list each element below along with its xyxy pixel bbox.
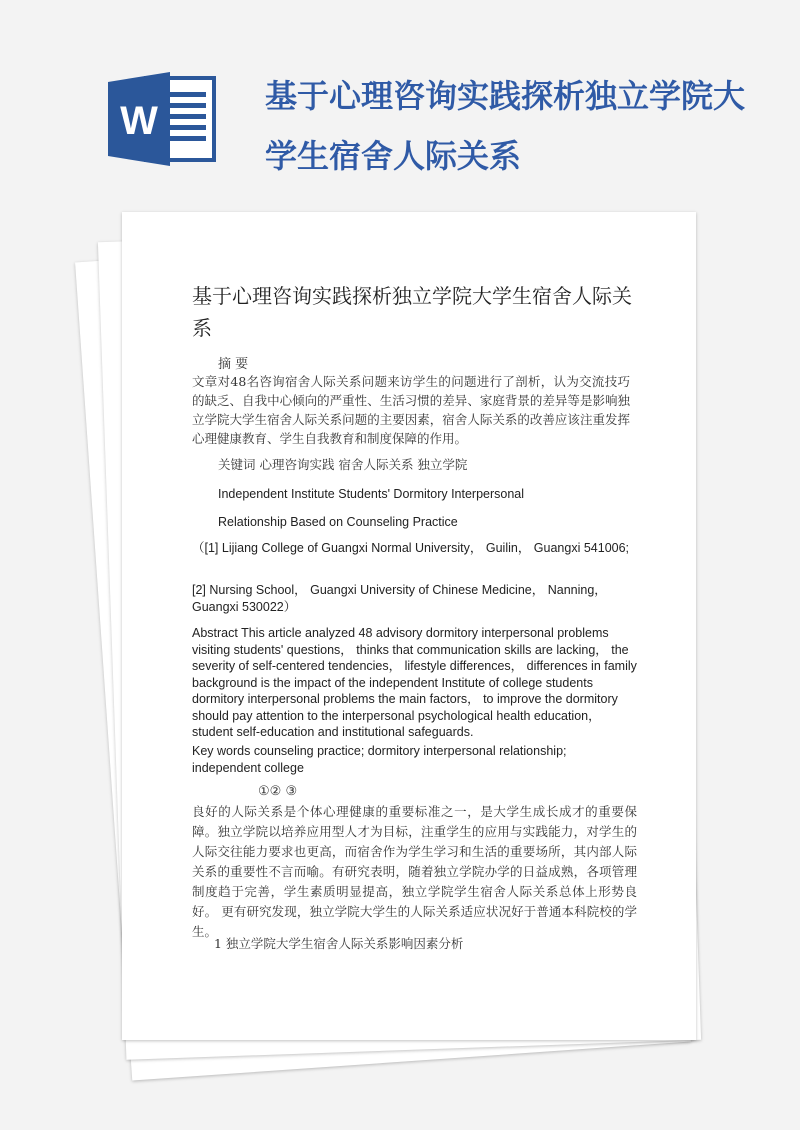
document-title: 基于心理咨询实践探析独立学院大学生宿舍人际关系 [192, 284, 632, 340]
footnote-marks: ①② ③ [258, 784, 298, 799]
english-title-line-1: Independent Institute Students' Dormitory Interpersonal [218, 487, 525, 501]
english-title-line-2: Relationship Based on Counseling Practice [218, 515, 458, 529]
affiliation-1: （[1] Lijiang College of Guangxi Normal University， Guilin， Guangxi 541006; [192, 541, 630, 555]
abstract-en: Abstract This article analyzed 48 advisory dormitory interpersonal problems visiting students' questions， thinks that communication skills are lacking， the severity of self-centered tendencies， lifestyle differences， differences in family background is the impact of the independent Institute of college students dormitory interpersonal problems the main factors， to improve the dormitory should pay attention to the interpersonal psychological health education， student self-education and institutional safeguards. [192, 626, 637, 739]
intro-paragraph: 良好的人际关系是个体心理健康的重要标准之一，是大学生成长成才的重要保障。独立学院以培养应用型人才为目标，注重学生的应用与实践能力，对学生的人际交往能力要求也更高，而宿舍作为学生学习和生活的重要场所，其内部人际关系的重要性不言而喻。有研究表明，随着独立学院办学的日益成熟，各项管理制度趋于完善，学生素质明显提高，独立学院学生宿舍人际关系总体上形势良好。 更有研究发现，独立学院大学生的人际关系适应状况好于普通本科院校的学生。 [192, 804, 637, 939]
document-content [122, 212, 696, 1040]
abstract-label: 摘 要 [218, 357, 249, 372]
keywords-zh: 关键词 心理咨询实践 宿舍人际关系 独立学院 [218, 457, 468, 472]
keywords-en: Key words counseling practice; dormitory interpersonal relationship; independent college [192, 744, 567, 775]
header-title: 基于心理咨询实践探析独立学院大学生宿舍人际关系 [265, 77, 746, 175]
word-icon [108, 70, 220, 168]
abstract-zh: 文章对48名咨询宿舍人际关系问题来访学生的问题进行了剖析，认为交流技巧的缺乏、自我中心倾向的严重性、生活习惯的差异、家庭背景的差异等是影响独立学院大学生宿舍人际关系问题的主要因素，宿舍人际关系的改善应该注重发挥心理健康教育、学生自我教育和制度保障的作用。 [192, 374, 630, 446]
word-icon-letter: W [120, 99, 158, 143]
section-heading: 1 独立学院大学生宿舍人际关系影响因素分析 [214, 936, 464, 951]
document-page [122, 212, 696, 1040]
affiliation-2: [2] Nursing School， Guangxi University of Chinese Medicine， Nanning， Guangxi 530022） [192, 583, 607, 614]
